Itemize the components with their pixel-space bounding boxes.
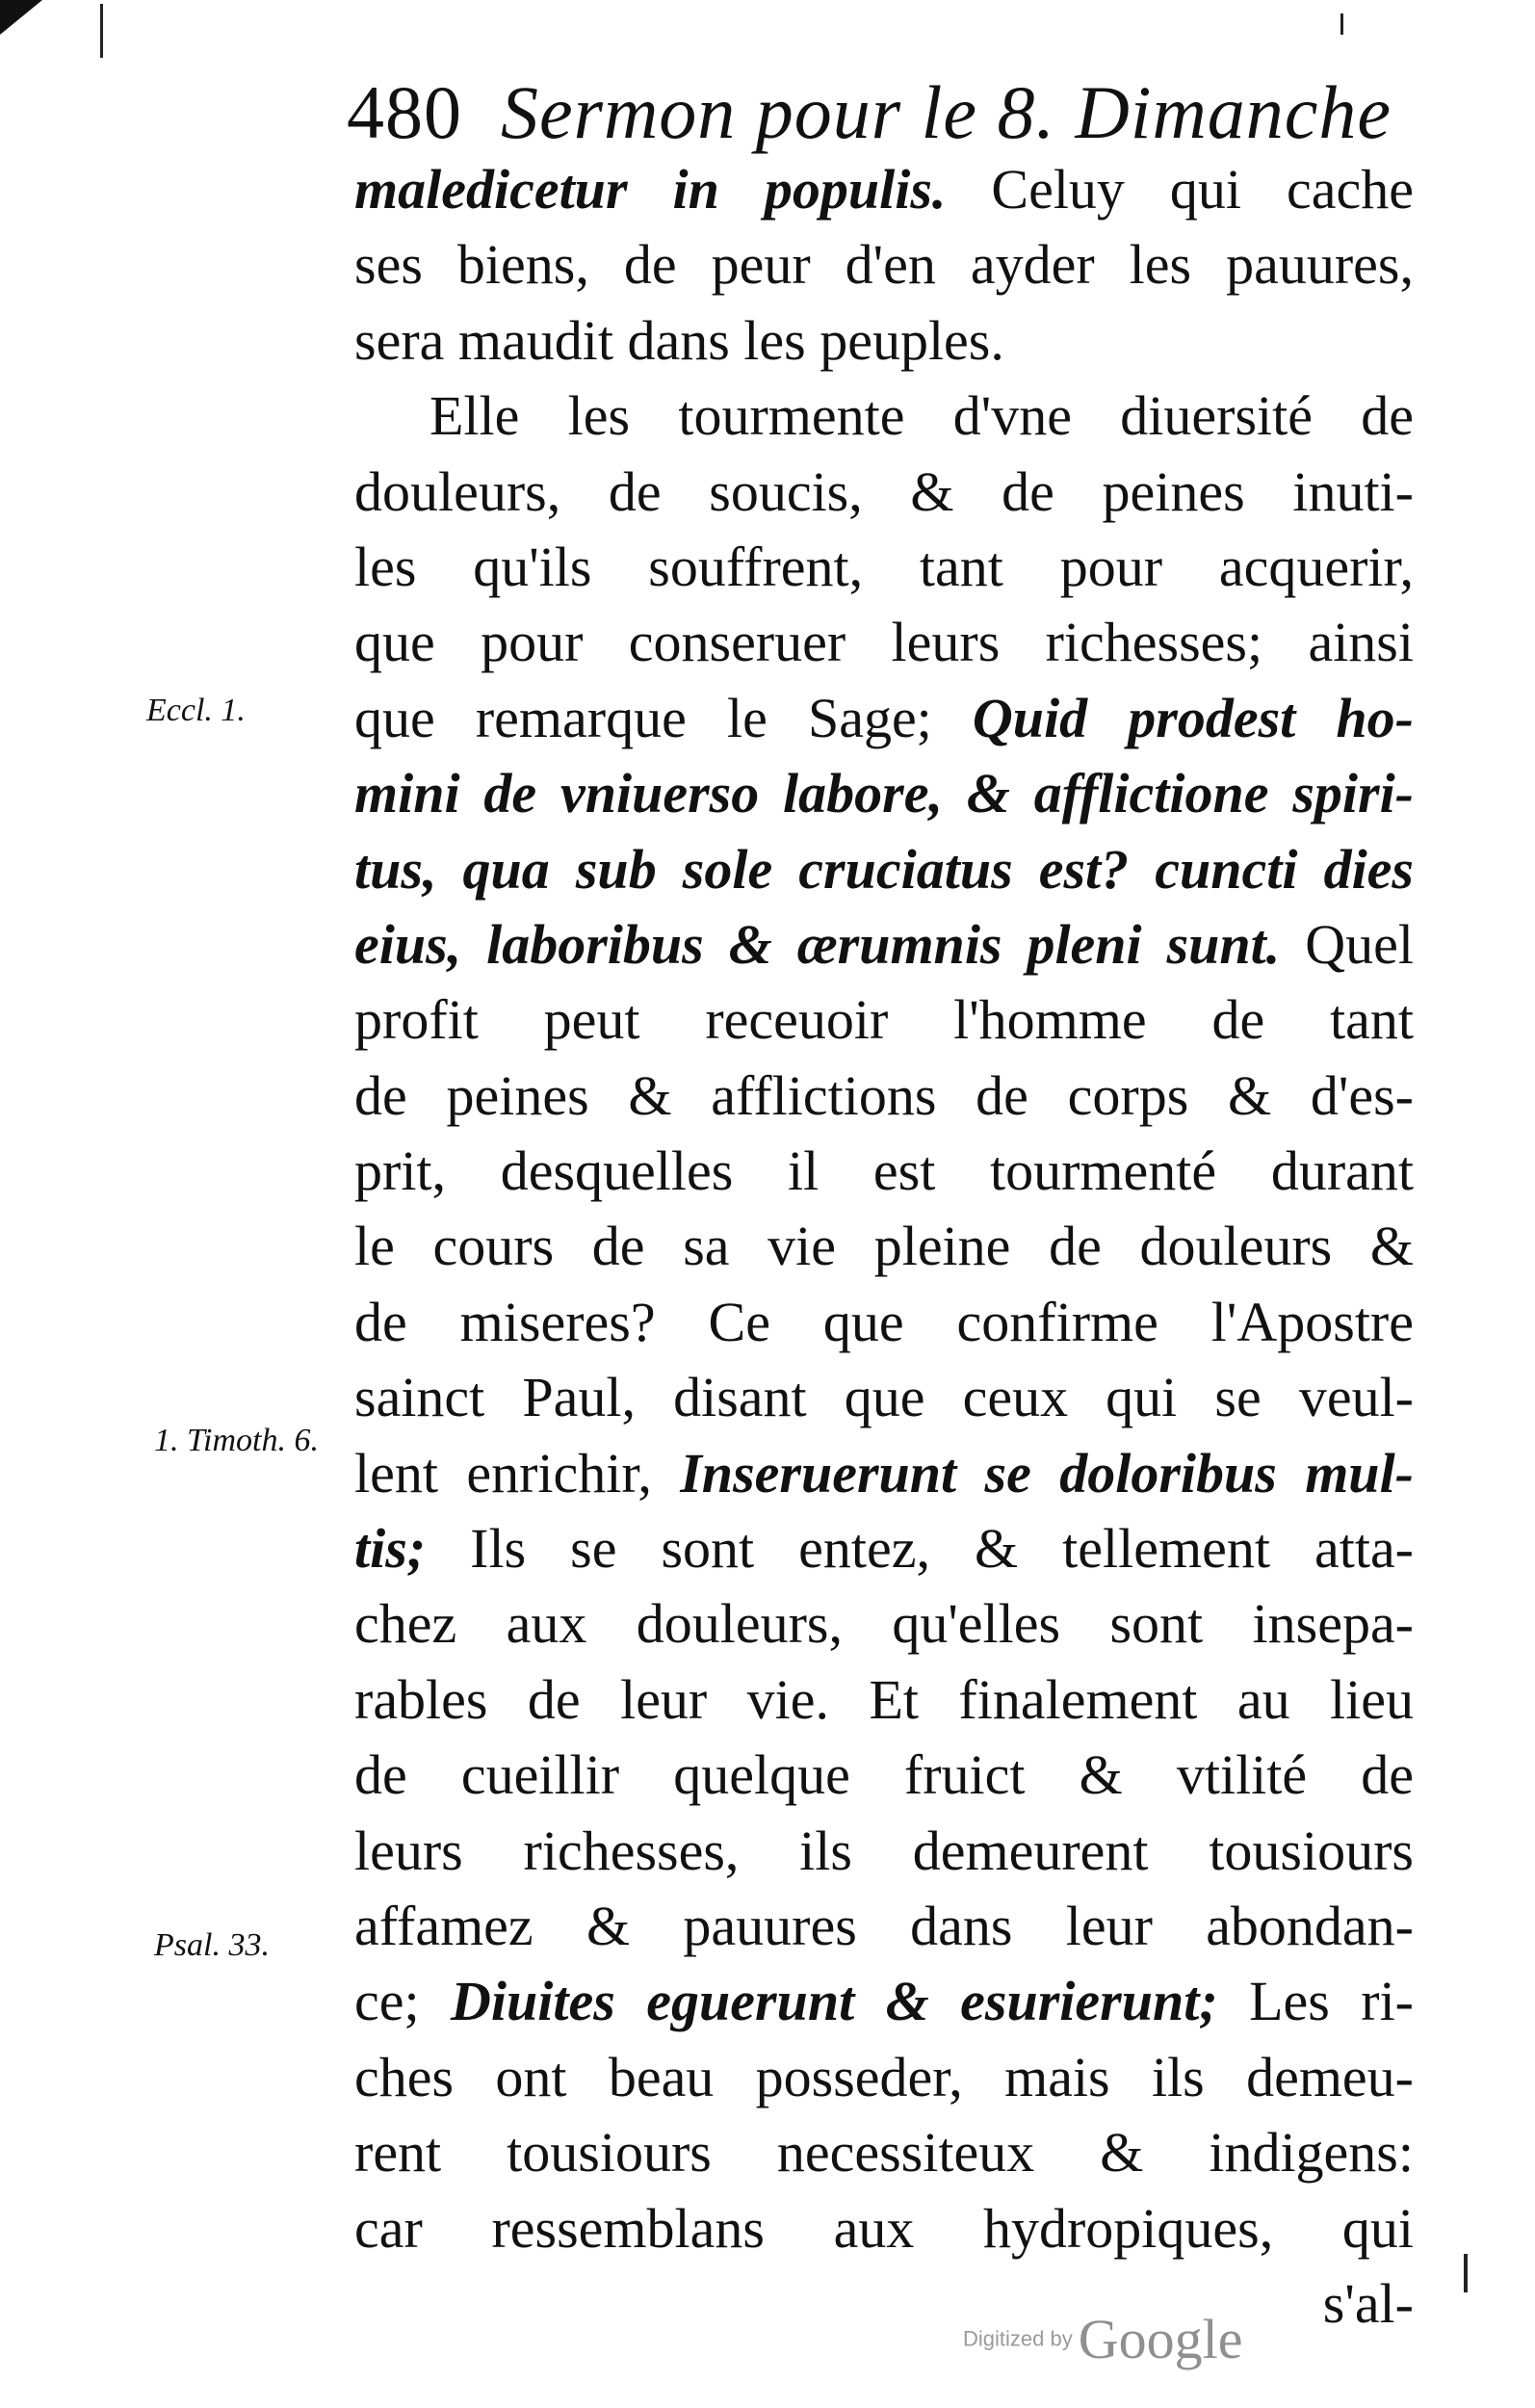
margin-note-eccl: Eccl. 1.: [146, 693, 246, 728]
body-text: [354, 152, 1414, 2342]
running-title: Sermon pour le 8. Dimanche: [501, 70, 1392, 154]
text-line: sera maudit dans les peuples.: [354, 308, 1004, 372]
text-line: lent enrichir, Inseruerunt se doloribus mul-: [354, 1441, 1414, 1505]
text-line: de miseres? Ce que confirme l'Apostre: [354, 1290, 1414, 1353]
text-line: prit, desquelles il est tourmenté durant: [354, 1139, 1414, 1203]
catchword: s'al-: [1322, 2271, 1414, 2335]
text-line: que remarque le Sage; Quid prodest ho-: [354, 686, 1414, 749]
scan-edge-mark: [1464, 2254, 1468, 2292]
text-line: affamez & pauures dans leur abondan-: [354, 1894, 1414, 1957]
text-line: profit peut receuoir l'homme de tant: [354, 988, 1414, 1052]
text-line: car ressemblans aux hydropiques, qui: [354, 2196, 1414, 2260]
margin-note-timoth: 1. Timoth. 6.: [154, 1423, 319, 1458]
text-line: sainct Paul, disant que ceux qui se veul-: [354, 1366, 1414, 1429]
text-line: ce; Diuites eguerunt & esurierunt; Les ri-: [354, 1970, 1414, 2033]
text-line: douleurs, de soucis, & de peines inuti-: [354, 459, 1414, 523]
text-line: que pour conseruer leurs richesses; ainsi: [354, 611, 1414, 674]
margin-note-psal: Psal. 33.: [154, 1927, 270, 1963]
google-logo: Google: [1078, 2308, 1243, 2370]
text-line: ches ont beau posseder, mais ils demeu-: [354, 2045, 1414, 2108]
digitized-label: Digitized by: [963, 2326, 1073, 2351]
text-line: tis; Ils se sont entez, & tellement atta-: [354, 1517, 1414, 1581]
page-number: 480: [347, 70, 462, 154]
scan-corner-mark: [0, 0, 42, 35]
text-line: maledicetur in populis. Celuy qui cache: [354, 158, 1414, 221]
text-line: de cueillir quelque fruict & vtilité de: [354, 1743, 1414, 1807]
scan-edge-mark: [100, 4, 103, 58]
running-head: [347, 60, 1425, 166]
text-line: mini de vniuerso labore, & afflictione spiri-: [354, 762, 1414, 825]
text-line: le cours de sa vie pleine de douleurs &: [354, 1215, 1414, 1278]
text-line: de peines & afflictions de corps & d'es-: [354, 1063, 1414, 1127]
text-line: chez aux douleurs, qu'elles sont insepa-: [354, 1592, 1414, 1656]
text-line: ses biens, de peur d'en ayder les pauures,: [354, 233, 1414, 297]
text-line: tus, qua sub sole cruciatus est? cuncti dies: [354, 837, 1414, 901]
text-line: les qu'ils souffrent, tant pour acquerir,: [354, 535, 1414, 598]
text-line: Elle les tourmente d'vne diuersité de: [429, 384, 1414, 448]
text-line: rent tousiours necessiteux & indigens:: [354, 2121, 1414, 2185]
text-line: eius, laboribus & ærumnis pleni sunt. Quel: [354, 912, 1414, 976]
scan-edge-mark: [1340, 13, 1343, 35]
digitized-by-watermark: [963, 2307, 1290, 2374]
text-line: leurs richesses, ils demeurent tousiours: [354, 1819, 1414, 1882]
text-line: rables de leur vie. Et finalement au lieu: [354, 1667, 1414, 1731]
